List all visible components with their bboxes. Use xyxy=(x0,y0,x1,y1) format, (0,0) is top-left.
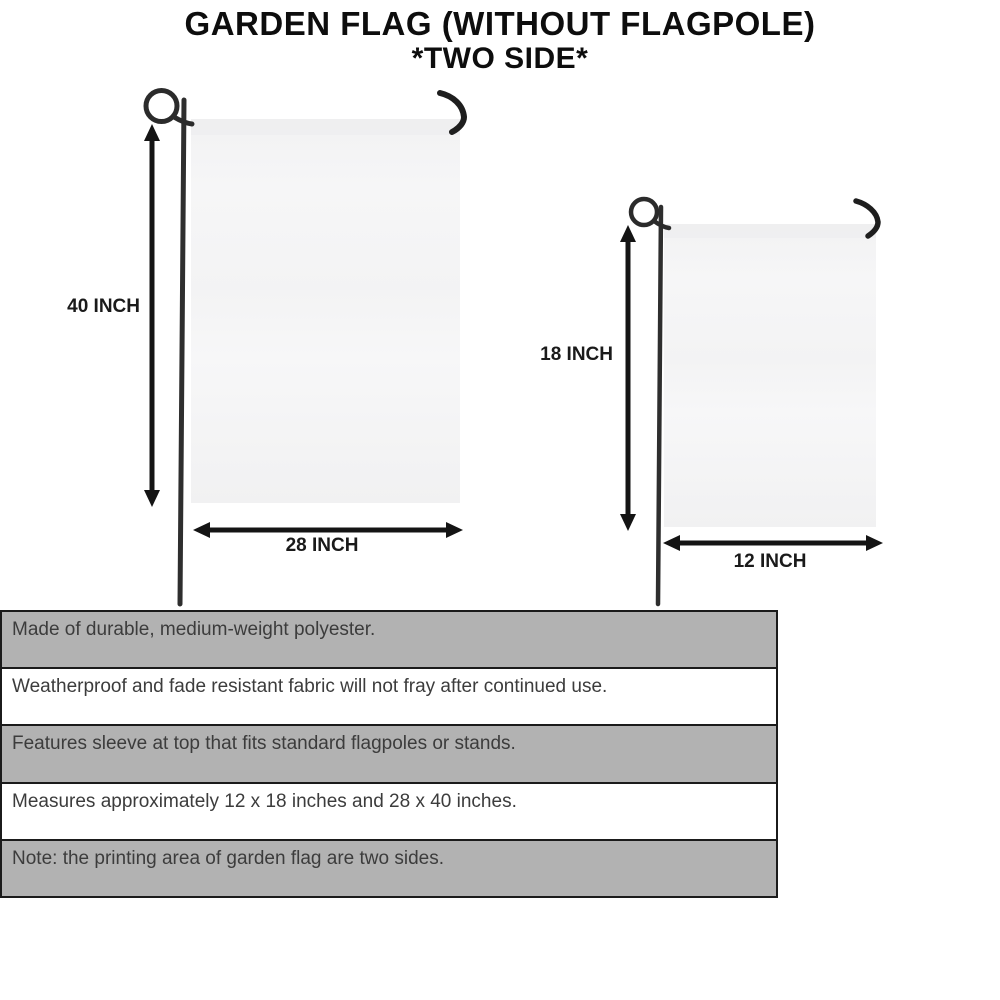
large-flag-assembly xyxy=(144,91,464,605)
small-flag-height-label: 18 INCH xyxy=(540,344,613,365)
large-flag-sleeve xyxy=(191,119,460,135)
title-line-1: GARDEN FLAG (WITHOUT FLAGPOLE) xyxy=(184,5,816,42)
large-flag-height-arrow xyxy=(144,124,160,507)
small-flag-height-arrow xyxy=(620,225,636,531)
feature-row-material: Made of durable, medium-weight polyester. xyxy=(2,612,776,667)
small-flag-assembly xyxy=(620,199,883,604)
large-flag-pole xyxy=(180,100,184,604)
large-flag-height-label: 40 INCH xyxy=(67,296,140,317)
feature-row-sleeve: Features sleeve at top that fits standard flagpoles or stands. xyxy=(2,724,776,781)
feature-row-note: Note: the printing area of garden flag are two sides. xyxy=(2,839,776,896)
small-flag-width-label: 12 INCH xyxy=(733,551,807,572)
large-flag-width-label: 28 INCH xyxy=(285,535,359,556)
small-flag-sleeve xyxy=(664,224,876,238)
title-line-2: *TWO SIDE* xyxy=(411,42,589,76)
feature-row-weatherproof: Weatherproof and fade resistant fabric will not fray after continued use. xyxy=(2,667,776,724)
large-flag-fabric xyxy=(191,119,460,503)
features-table xyxy=(0,610,778,898)
small-flag-fabric xyxy=(664,224,876,527)
small-flag-pole xyxy=(658,207,661,604)
small-flag-width-arrow xyxy=(663,535,883,551)
page-title xyxy=(0,6,1000,77)
feature-row-measures: Measures approximately 12 x 18 inches and 28 x 40 inches. xyxy=(2,782,776,839)
